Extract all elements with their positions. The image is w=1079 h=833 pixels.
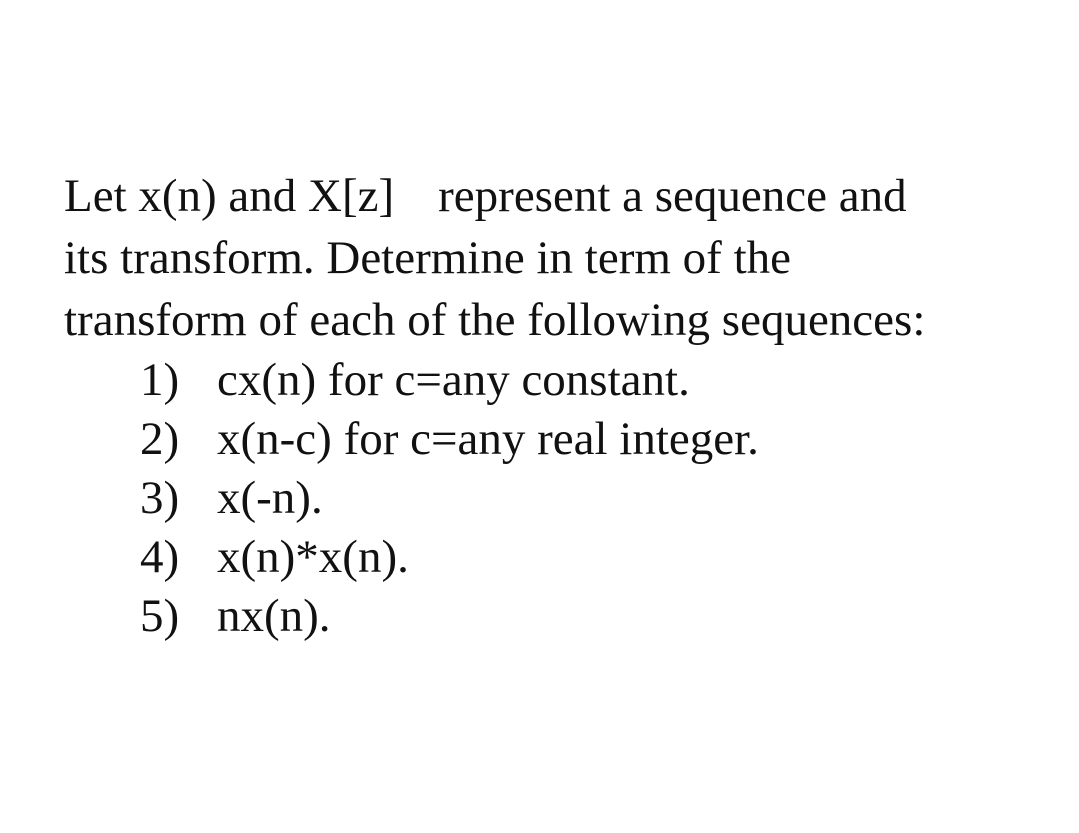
list-item-text: cx(n) for c=any constant. [217, 354, 690, 406]
list-item-text: x(-n). [217, 472, 323, 524]
list-item [64, 410, 1054, 469]
list-item-text: nx(n). [217, 590, 331, 642]
list-item-number: 3) [140, 472, 180, 524]
problem-statement [64, 165, 1054, 646]
list-item-text: x(n)*x(n). [217, 531, 409, 583]
list-item-text: x(n-c) for c=any real integer. [217, 413, 759, 465]
list-item-number: 4) [140, 531, 180, 583]
intro-line-1 [64, 165, 1054, 227]
list-item [64, 528, 1054, 587]
intro-line-1-part-2: represent a sequence and [438, 170, 907, 222]
list-item-number: 2) [140, 413, 180, 465]
sequence-list [64, 351, 1054, 646]
list-item [64, 469, 1054, 528]
list-item-number: 5) [140, 590, 180, 642]
intro-line-3: transform of each of the following sequences: [64, 294, 926, 346]
list-item [64, 351, 1054, 410]
list-item-number: 1) [140, 354, 180, 406]
intro-line-1-part-1: Let x(n) and X[z] [64, 170, 395, 222]
list-item [64, 587, 1054, 646]
intro-line-2: its transform. Determine in term of the [64, 232, 791, 284]
